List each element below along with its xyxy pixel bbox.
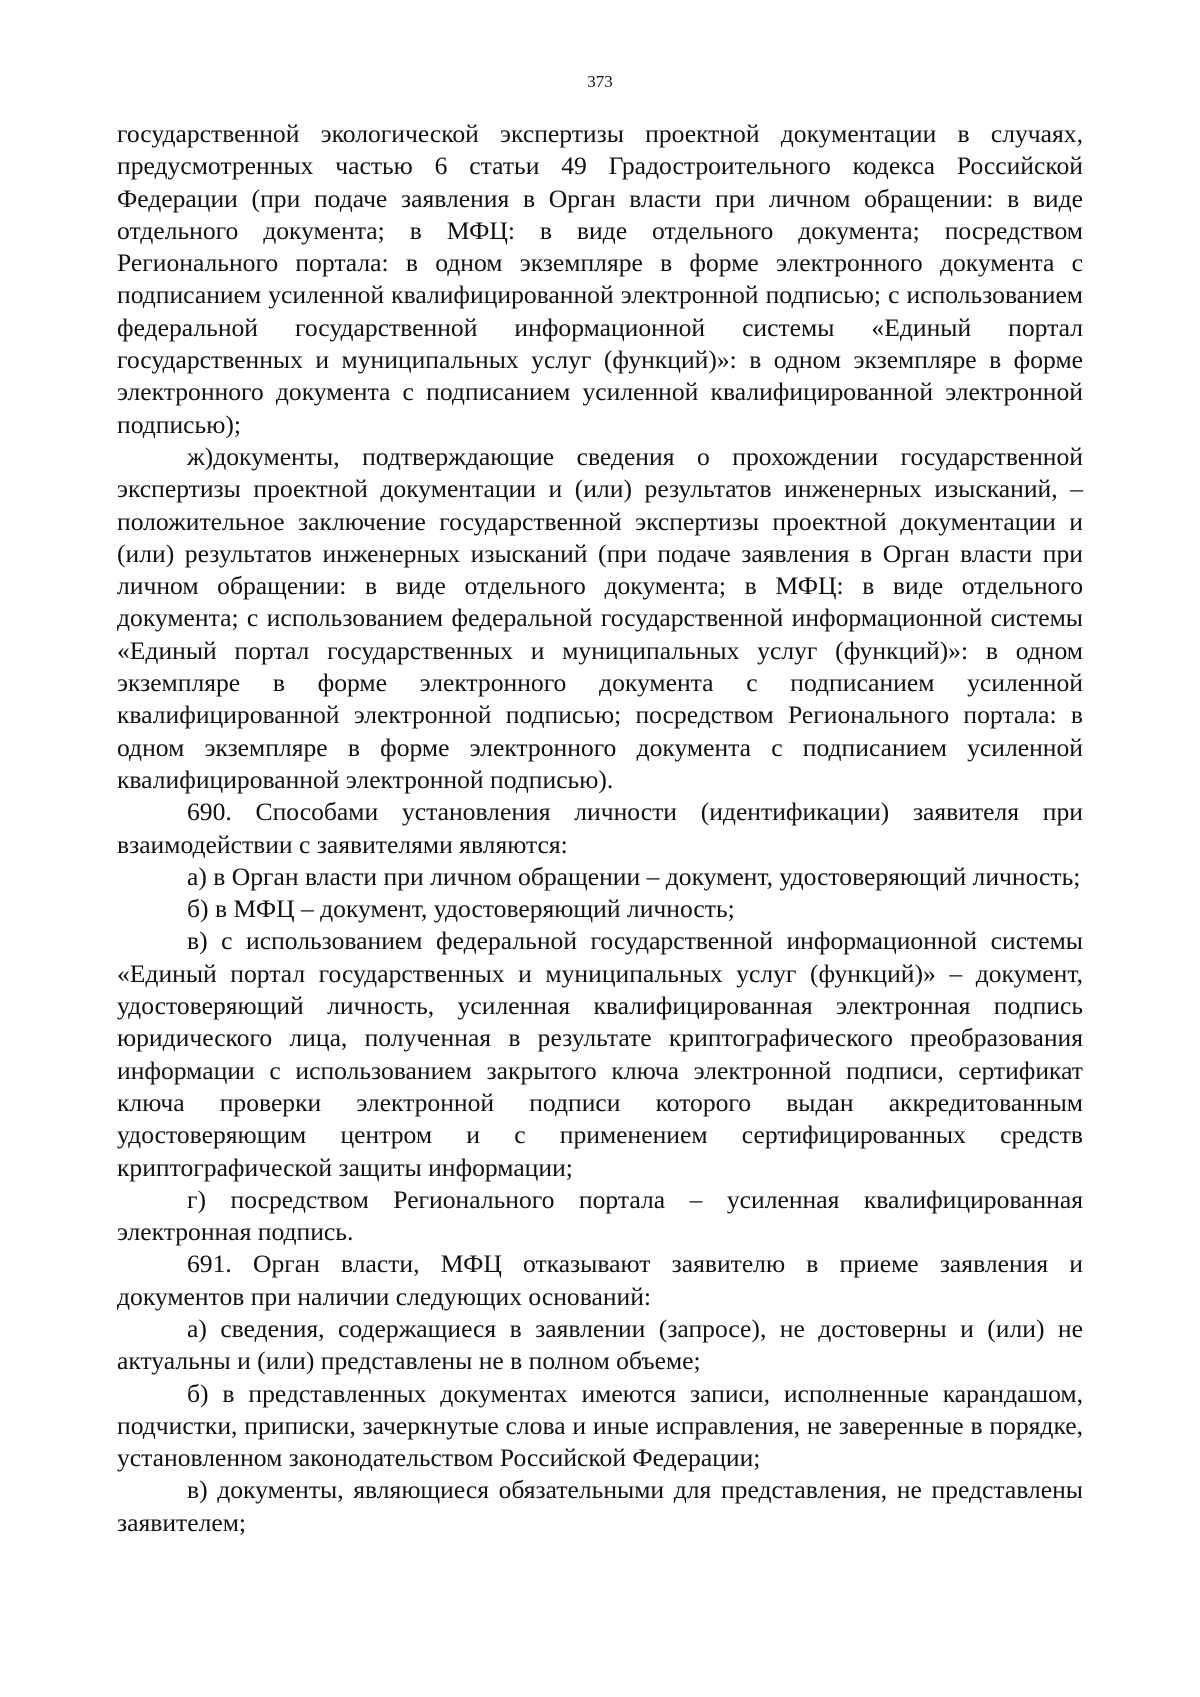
paragraph-691-a: а) сведения, содержащиеся в заявлении (запросе), не достоверны и (или) не актуальны и (или) представлены не в полном объеме; [117,1313,1083,1376]
page-number: 373 [587,72,613,91]
paragraph-691-refusal-grounds: 691. Орган власти, МФЦ отказывают заявителю в приеме заявления и документов при наличии следующих оснований: [117,1249,1083,1311]
paragraph-691-b: б) в представленных документах имеются записи, исполненные карандашом, подчистки, приписки, зачеркнутые слова и иные исправления, не заверенные в порядке, установленном законодательством Российской Федерации; [117,1378,1083,1473]
paragraph-690-v: в) с использованием федеральной государственной информационной системы «Единый портал государственных и муниципальных услуг (функций)» – документ, удостоверяющий личность, усиленная квалифицированная электронная подпись юридического лица, полученная в результате криптографического преобразования информации с использованием закрытого ключа электронной подписи, сертификат ключа проверки электронной подписи которого выдан аккредитованным удостоверяющим центром и с применением сертифицированных средств криптографической защиты информации; [117,926,1083,1182]
paragraph-690-a: а) в Орган власти при личном обращении – документ, удостоверяющий личность; [187,861,1081,891]
document-body [117,118,1083,1539]
paragraph-ecological-expertise: государственной экологической экспертизы проектной документации в случаях, предусмотренных частью 6 статьи 49 Градостроительного кодекса Российской Федерации (при подаче заявления в Орган власти при личном обращении: в виде отдельного документа; в МФЦ: в виде отдельного документа; посредством Регионального портала: в одном экземпляре в форме электронного документа с подписанием усиленной квалифицированной электронной подписью; с использованием федеральной государственной информационной системы «Единый портал государственных и муниципальных услуг (функций)»: в одном экземпляре в форме электронного документа с подписанием усиленной квалифицированной электронной подписью); [117,119,1083,439]
paragraph-691-v: в) документы, являющиеся обязательными для представления, не представлены заявителем; [117,1475,1083,1537]
paragraph-zh-expertise-documents: ж)документы, подтверждающие сведения о прохождении государственной экспертизы проектной документации и (или) результатов инженерных изысканий, – положительное заключение государственной экспертизы проектной документации и (или) результатов инженерных изысканий (при подаче заявления в Орган власти при личном обращении: в виде отдельного документа; в МФЦ: в виде отдельного документа; с использованием федеральной государственной информационной системы «Единый портал государственных и муниципальных услуг (функций)»: в одном экземпляре в форме электронного документа с подписанием усиленной квалифицированной электронной подписью; посредством Регионального портала: в одном экземпляре в форме электронного документа с подписанием усиленной квалифицированной электронной подписью). [117,441,1083,794]
paragraph-690-g: г) посредством Регионального портала – усиленная квалифицированная электронная подпись. [117,1184,1083,1247]
paragraph-690-b: б) в МФЦ – документ, удостоверяющий личность; [187,894,735,924]
paragraph-690-identification-methods: 690. Способами установления личности (идентификации) заявителя при взаимодействии с заявителями являются: [117,797,1083,859]
